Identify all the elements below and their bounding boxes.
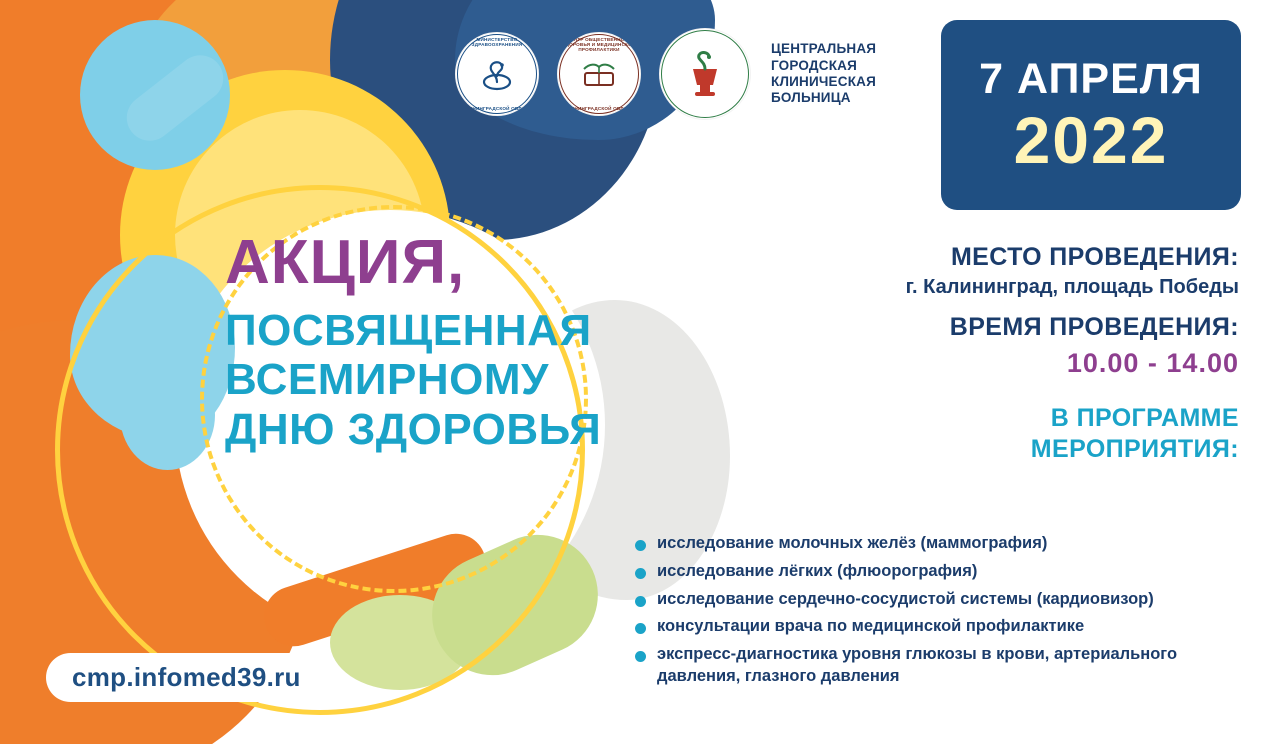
program-title: В ПРОГРАММЕ МЕРОПРИЯТИЯ:: [1030, 404, 1239, 464]
program-item-text: исследование молочных желёз (маммография): [657, 534, 1048, 552]
time-label: ВРЕМЯ ПРОВЕДЕНИЯ:: [949, 313, 1239, 341]
list-item: [635, 644, 1245, 688]
poster-headline: [225, 228, 745, 454]
ministry-health-kaliningrad-logo: [455, 32, 539, 116]
headline-line-2: ПОСВЯЩЕННАЯ ВСЕМИРНОМУ ДНЮ ЗДОРОВЬЯ: [225, 306, 602, 454]
list-item: [635, 561, 1245, 583]
list-item: [635, 533, 1245, 555]
center-medical-prevention-logo: [557, 32, 641, 116]
place-value: г. Калининград, площадь Победы: [905, 276, 1239, 298]
time-value: 10.00 - 14.00: [1066, 348, 1239, 378]
website-pill[interactable]: cmp.infomed39.ru: [46, 653, 327, 702]
list-item: [635, 589, 1245, 611]
place-label: МЕСТО ПРОВЕДЕНИЯ:: [950, 243, 1239, 271]
program-item-text: исследование лёгких (флюорография): [657, 561, 978, 580]
headline-line-1: АКЦИЯ,: [225, 228, 466, 297]
ministry-logo-ring-bottom-text: КАЛИНИНГРАДСКОЙ ОБЛАСТИ: [458, 106, 536, 111]
ministry-logo-ring-top-text: МИНИСТЕРСТВО ЗДРАВООХРАНЕНИЯ: [471, 37, 523, 47]
bullet-dot-icon: [635, 651, 646, 662]
date-badge: [941, 20, 1241, 210]
bullet-dot-icon: [635, 623, 646, 634]
bullet-dot-icon: [635, 568, 646, 579]
program-item-text: экспресс-диагностика уровня глюкозы в крови, артериального давления, глазного давления: [657, 645, 1178, 685]
central-city-clinical-hospital-logo: [659, 28, 751, 120]
bullet-dot-icon: [635, 540, 646, 551]
center-logo-ring-top-text: ЦЕНТР ОБЩЕСТВЕННОГО ЗДОРОВЬЯ И МЕДИЦИНСКОЙ ПРОФИЛАКТИКИ: [562, 37, 636, 52]
event-day-label: 7 АПРЕЛЯ: [979, 54, 1203, 103]
bullet-dot-icon: [635, 596, 646, 607]
logo-ring-border: [661, 30, 749, 118]
program-list: [635, 533, 1245, 694]
event-year-label: 2022: [1013, 102, 1169, 177]
program-item-text: исследование сердечно-сосудистой системы (кардиовизор): [657, 589, 1154, 608]
program-item-text: консультации врача по медицинской профилактике: [657, 617, 1085, 636]
list-item: [635, 616, 1245, 638]
center-logo-ring-bottom-text: КАЛИНИНГРАДСКОЙ ОБЛАСТИ: [560, 106, 638, 111]
hospital-name-caption: ЦЕНТРАЛЬНАЯ ГОРОДСКАЯ КЛИНИЧЕСКАЯ БОЛЬНИЦА: [771, 41, 877, 106]
logo-row: [455, 28, 876, 120]
